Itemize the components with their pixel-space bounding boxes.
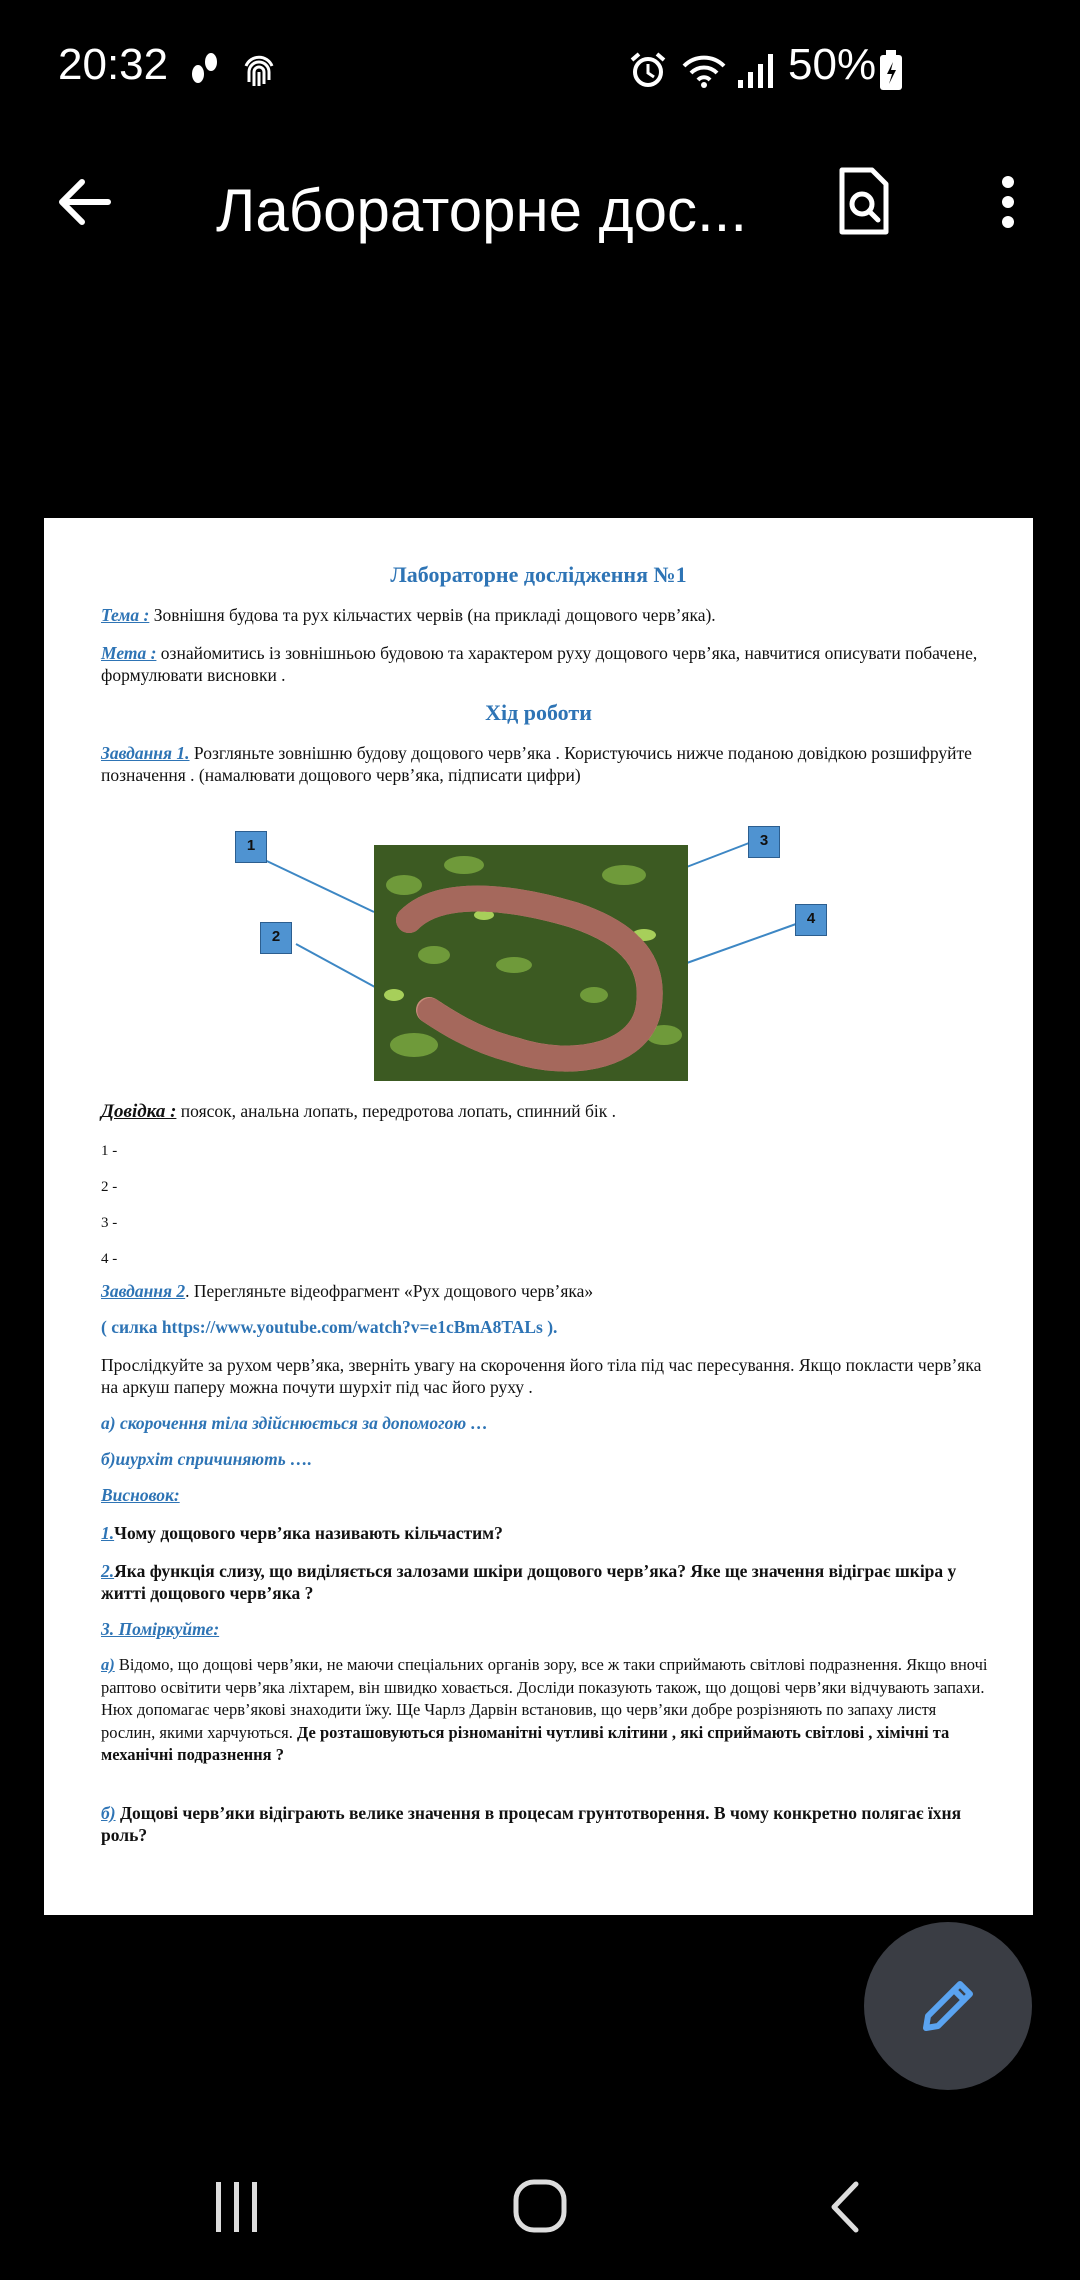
think-a [101, 1654, 991, 1767]
question-a: а) скорочення тіла здійснюється за допомогою … [101, 1413, 489, 1433]
reference-line [101, 1100, 991, 1123]
conclusion-q1 [101, 1522, 991, 1544]
task1-text: Розгляньте зовнішню будову дощового черв’яка . Користуючись нижче поданою довідкою розшифруйте позначення . (намалювати дощового черв’яка, підписати цифри) [101, 743, 972, 785]
figure-label-2: 2 [260, 922, 292, 954]
q1-text: Чому дощового черв’яка називають кільчастим? [114, 1523, 503, 1543]
think-a-text: Відомо, що дощові черв’яки, не маючи спеціальних органів зору, все ж таки сприймають світлові подразнення. Якщо вночі раптово освітити черв’яка ліхтарем, він швидко ховається. Досліди показують також, що дощові черв’яки відчувають запахи. Нюх допомагає черв’якові знаходити їжу. Ще Чарлз Дарвін встановив, що черв’яки добре розрізняють по запаху листя рослин, якими харчуються. [101, 1655, 988, 1742]
edit-pencil-icon [916, 1974, 980, 2038]
battery-icon [878, 50, 904, 92]
think-b [101, 1802, 991, 1846]
observe-text: Прослідкуйте за рухом черв’яка, зверніть увагу на скорочення його тіла під час пересування. Якщо покласти черв’яка на аркуш паперу можна почути шурхіт під час його руху . [101, 1355, 982, 1397]
task1-label: Завдання 1. [101, 743, 190, 763]
more-vert-icon[interactable] [996, 174, 1020, 230]
task2-text: . Перегляньте відеофрагмент «Рух дощового черв’яка» [185, 1281, 594, 1301]
think-b-label: б) [101, 1803, 116, 1823]
answer-line-1[interactable]: 1 - [101, 1143, 118, 1159]
recents-icon[interactable] [212, 2180, 262, 2234]
figure-label-3: 3 [748, 826, 780, 858]
think-heading: 3. Поміркуйте: [101, 1619, 220, 1639]
status-time: 20:32 [58, 40, 169, 89]
alarm-icon [628, 50, 668, 90]
answer-line-4[interactable]: 4 - [101, 1251, 118, 1267]
video-link[interactable]: ( силка https://www.youtube.com/watch?v=e1cBmA8TALs ). [101, 1317, 558, 1337]
document-title: Лабораторне дос... [216, 177, 748, 244]
task2-label: Завдання 2 [101, 1281, 186, 1301]
q2-text: Яка функція слизу, що виділяється залозами шкіри дощового черв’яка? Яке ще значення відіграє шкіра у житті дощового черв’яка ? [101, 1561, 957, 1603]
conclusion-heading: Висновок: [101, 1485, 180, 1505]
answer-line-2[interactable]: 2 - [101, 1179, 118, 1195]
wifi-icon [680, 52, 728, 90]
answer-line-3[interactable]: 3 - [101, 1215, 118, 1231]
signal-icon [736, 52, 776, 90]
steps-icon [186, 50, 224, 90]
reference-label: Довідка : [101, 1101, 177, 1122]
fingerprint-icon [240, 52, 278, 90]
goal-label: Мета : [101, 643, 157, 663]
q2-number: 2. [101, 1561, 115, 1581]
section-title: Хід роботи [485, 700, 592, 725]
conclusion-q2 [101, 1560, 991, 1604]
edit-fab-button[interactable] [864, 1922, 1032, 2090]
think-a-question: Де розташовуються різноманітні чутливі клітини , які сприймають світлові , хімічні та механічні подразнення ? [101, 1722, 950, 1764]
question-b: б)шурхіт спричиняють …. [101, 1449, 312, 1469]
topic-text: Зовнішня будова та рух кільчастих червів (на прикладі дощового черв’яка). [149, 605, 716, 625]
search-document-icon[interactable] [836, 166, 892, 236]
battery-percent: 50% [788, 40, 877, 89]
task2 [101, 1280, 991, 1302]
back-icon[interactable] [826, 2180, 862, 2234]
status-bar [0, 0, 1080, 140]
q1-number: 1. [101, 1523, 115, 1543]
think-a-label: а) [101, 1655, 115, 1674]
back-arrow-icon[interactable] [56, 174, 112, 230]
figure-label-4: 4 [795, 904, 827, 936]
document-page[interactable] [44, 518, 1033, 1915]
reference-text: поясок, анальна лопать, передротова лопать, спинний бік . [176, 1101, 617, 1121]
doc-title: Лабораторне дослідження №1 [390, 562, 687, 587]
goal-text: ознайомитись із зовнішньою будовою та характером руху дощового черв’яка, навчитися описувати побачене, формулювати висновки . [101, 643, 978, 685]
earthworm-photo [374, 845, 688, 1081]
think-b-text: Дощові черв’яки відіграють велике значення в процесам грунтотворення. В чому конкретно полягає їхня роль? [101, 1803, 962, 1845]
home-icon[interactable] [512, 2178, 568, 2234]
figure-label-1: 1 [235, 831, 267, 863]
topic-label: Тема : [101, 605, 150, 625]
